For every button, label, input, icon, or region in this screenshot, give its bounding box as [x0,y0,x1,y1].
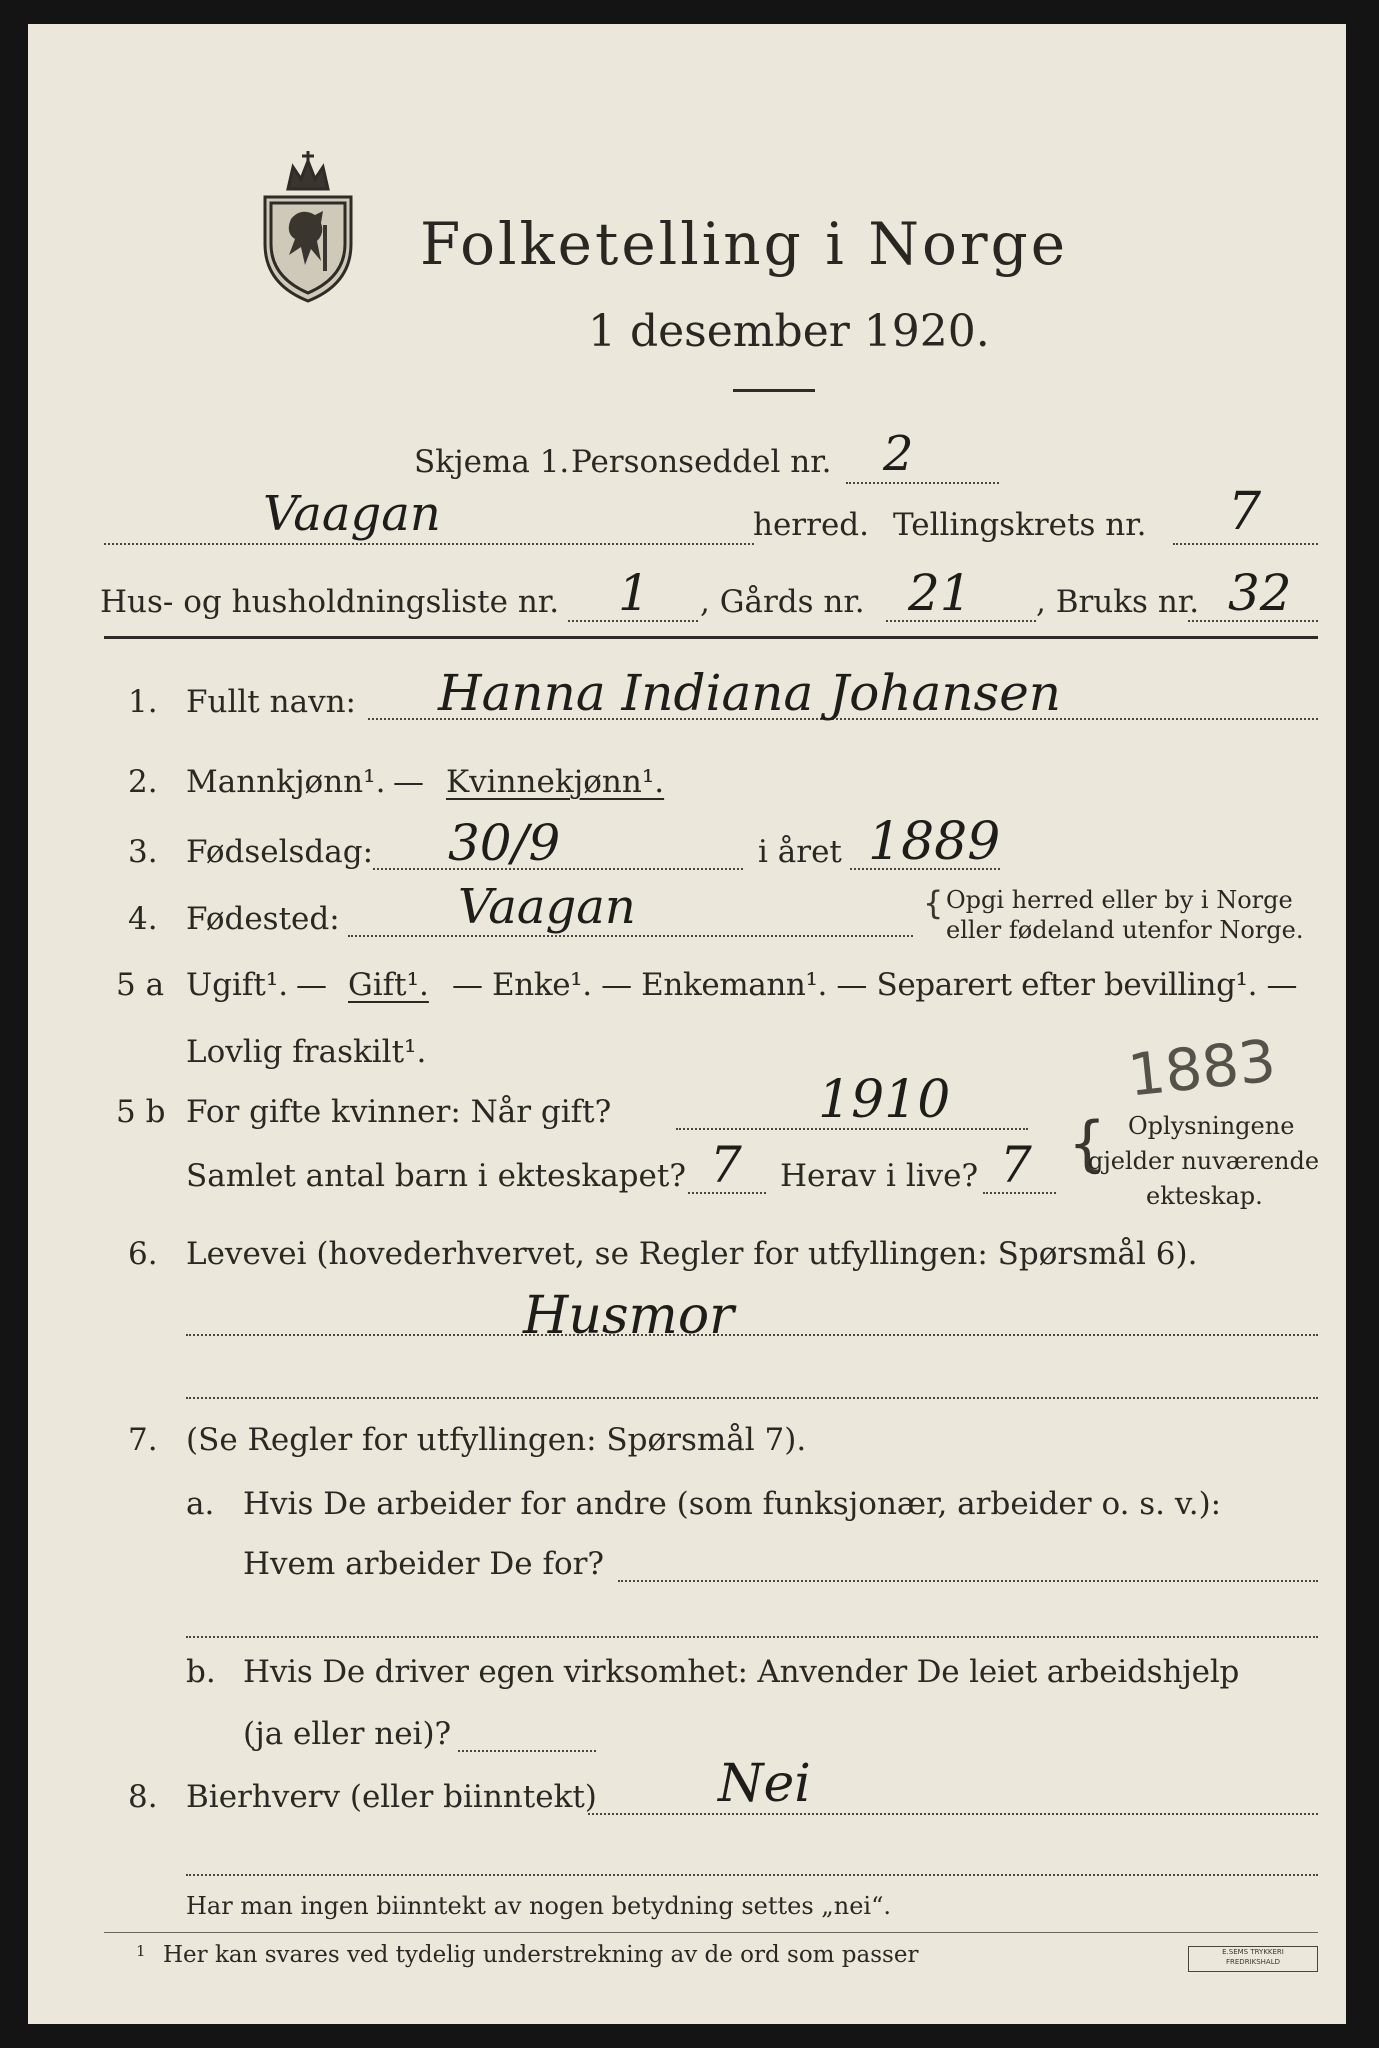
footnote-text: Her kan svares ved tydelig understrekning av de ord som passer [163,1942,919,1968]
form-title: Folketelling i Norge [420,210,1069,278]
q4-label: Fødested: [186,901,340,937]
q1-label: Fullt navn: [186,684,356,720]
q4-note-line2: eller fødeland utenfor Norge. [946,916,1304,944]
q7a-field-line-2 [186,1636,1318,1638]
full-name-value: Hanna Indiana Johansen [438,664,1061,722]
female-option-underlined: Kvinnekjønn¹. [446,764,665,800]
tellingskrets-value: 7 [1228,482,1262,542]
alive-label: Herav i live? [780,1158,979,1194]
q5b-note-line2: gjelder nuværende [1088,1147,1320,1175]
footnote-divider [104,1932,1318,1933]
q2-dash: — [393,764,424,800]
printer-mark [1188,1946,1318,1972]
personseddel-label: Personseddel nr. [571,444,832,480]
q2-number: 2. [128,764,158,800]
margin-year-note: 1883 [1124,1026,1279,1110]
q1-number: 1. [128,684,158,720]
q8-field-line-2 [186,1874,1318,1876]
title-divider [733,389,815,392]
footnote-mark: 1 [136,1942,146,1960]
q8-number: 8. [128,1779,158,1815]
husliste-label: Hus- og husholdningsliste nr. [100,584,560,620]
children-value: 7 [710,1136,742,1194]
gift-option-underlined: Gift¹. [348,967,429,1003]
occupation-value: Husmor [523,1286,734,1346]
occupation-field-line-2 [186,1397,1318,1399]
q5b-number: 5 b [116,1094,166,1130]
q6-label: Levevei (hovederhvervet, se Regler for utfyllingen: Spørsmål 6). [186,1236,1198,1272]
occupation-field-line-1 [186,1334,1318,1336]
q7-label: (Se Regler for utfyllingen: Spørsmål 7). [186,1422,807,1458]
male-option: Mannkjønn¹. [186,764,386,800]
side-income-value: Nei [718,1754,811,1814]
q7b-field-line [458,1750,596,1752]
bruks-label: , Bruks nr. [1036,584,1200,620]
q7a-field-line-1 [618,1580,1318,1582]
footer-note: Har man ingen biinntekt av nogen betydning settes „nei“. [186,1892,891,1920]
q4-note-brace: { [923,884,944,922]
q5a-dash: — [296,967,327,1003]
tellingskrets-field-line [1173,543,1318,545]
q5b-label: For gifte kvinner: Når gift? [186,1094,612,1130]
birthplace-field-line [348,935,913,937]
q5b-note-brace: { [1068,1109,1107,1179]
q5b-note-line1: Oplysningene [1128,1112,1295,1140]
husliste-value: 1 [618,564,650,622]
q7a-text: Hvis De arbeider for andre (som funksjonær, arbeider o. s. v.): [243,1486,1222,1522]
q3-number: 3. [128,834,158,870]
header-divider [104,636,1318,639]
q5b-note-line3: ekteskap. [1146,1182,1263,1210]
printer-line2: FREDRIKSHALD [1225,1958,1280,1966]
tellingskrets-label: Tellingskrets nr. [893,507,1147,543]
census-form [28,24,1346,2024]
herred-field-line [104,543,754,545]
q8-label: Bierhverv (eller biinntekt) [186,1779,597,1815]
printer-line1: E.SEMS TRYKKERI [1222,1948,1284,1956]
personseddel-field-line [846,482,999,484]
q4-number: 4. [128,901,158,937]
q5a-line2: Lovlig fraskilt¹. [186,1034,427,1070]
ugift-option: Ugift¹. [186,967,289,1003]
married-year-value: 1910 [818,1070,951,1130]
q7a-question: Hvem arbeider De for? [243,1546,605,1582]
herred-label: herred. [753,507,869,543]
personseddel-value: 2 [883,426,914,482]
q7b-question: (ja eller nei)? [243,1716,452,1752]
form-date: 1 desember 1920. [588,306,990,357]
q5a-number: 5 a [116,967,165,1003]
children-label: Samlet antal barn i ekteskapet? [186,1158,686,1194]
birthday-value: 30/9 [448,814,561,872]
bruks-value: 32 [1228,564,1292,622]
q5a-other-options: — Enke¹. — Enkemann¹. — Separert efter bevilling¹. — [452,967,1298,1003]
q7a-letter: a. [186,1486,215,1522]
q8-field-line [588,1813,1318,1815]
coat-of-arms-icon [253,149,363,304]
gards-value: 21 [908,564,972,622]
q3-label: Fødselsdag: [186,834,374,870]
year-label: i året [758,834,842,870]
herred-value: Vaagan [263,486,441,542]
gards-label: , Gårds nr. [700,584,865,620]
birthplace-value: Vaagan [458,879,636,935]
q7b-letter: b. [186,1654,216,1690]
q6-number: 6. [128,1236,158,1272]
q4-note-line1: Opgi herred eller by i Norge [946,886,1293,914]
skjema-label: Skjema 1. [414,444,570,480]
birth-year-value: 1889 [868,812,1001,872]
q7-number: 7. [128,1422,158,1458]
q7b-text: Hvis De driver egen virksomhet: Anvender De leiet arbeidshjelp [243,1654,1240,1690]
alive-value: 7 [1000,1136,1032,1194]
